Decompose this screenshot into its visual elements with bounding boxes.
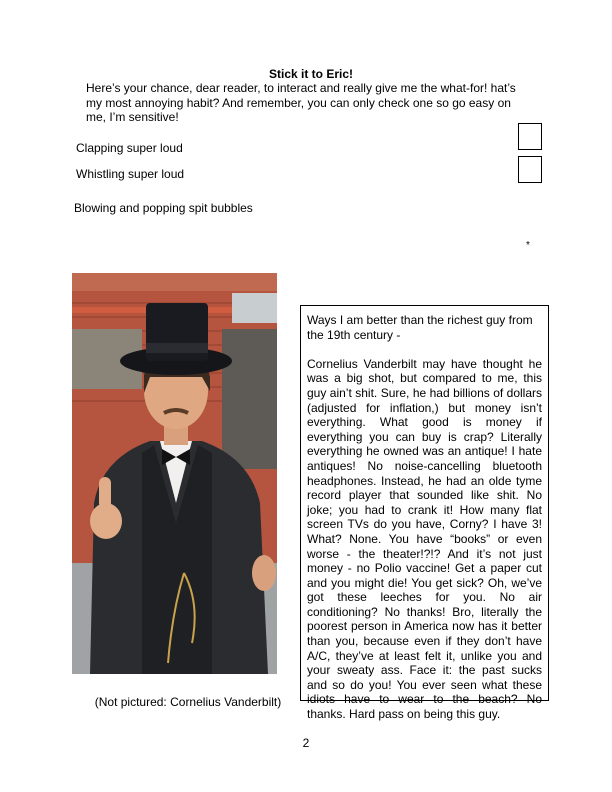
asterisk-mark: *	[526, 240, 530, 251]
sidebar-text-box	[300, 305, 549, 722]
box-body: Cornelius Vanderbilt may have thought he was a big shot, but compared to me, this guy ain’t shit. Sure, he had billions of dollars (adjusted for inflation,) but money isn’t everything. What good is money if everything you can buy is crap? Literally everything he owned was an antique! I hate antiques! No noise-cancelling bluetooth headphones. Instead, he had an olde tyme record player that sounded like shit. No joke; you had to crank it! How many flat screen TVs do you have, Corny? I have 3! What? None. You have “books” or even worse - the theater!?!? And it’s not just money - no Polio vaccine! Get a paper cut and you might die! You get sick? Oh, we’ve got these leeches for you. No air conditioning? No thanks! Bro, literally the poorest person in America now has it better than you, because even if they don’t have A/C, they’ve at least felt it, unlike you and your sweaty ass. Face it: the past sucks and so do you! You ever seen what these idiots have to wear to the beach? No thanks. Hard pass on being this guy.	[307, 356, 542, 722]
option-label-clapping: Clapping super loud	[76, 141, 183, 155]
photo-caption: (Not pictured: Cornelius Vanderbilt)	[94, 695, 282, 709]
box-heading: Ways I am better than the richest guy from the 19th century -	[307, 313, 533, 342]
checkbox-clapping[interactable]	[518, 123, 542, 150]
checkbox-whistling[interactable]	[518, 156, 542, 183]
intro-paragraph: Here’s your chance, dear reader, to interact and really give me the what-for! hat’s my most annoying habit? And remember, you can only check one so go easy on me, I’m sensitive!	[86, 81, 516, 124]
option-label-whistling: Whistling super loud	[76, 167, 185, 181]
photo-man-in-top-hat	[72, 273, 277, 674]
page-number: 2	[302, 736, 310, 750]
option-label-spit-bubbles: Blowing and popping spit bubbles	[74, 201, 253, 215]
page-title: Stick it to Eric!	[268, 67, 354, 81]
